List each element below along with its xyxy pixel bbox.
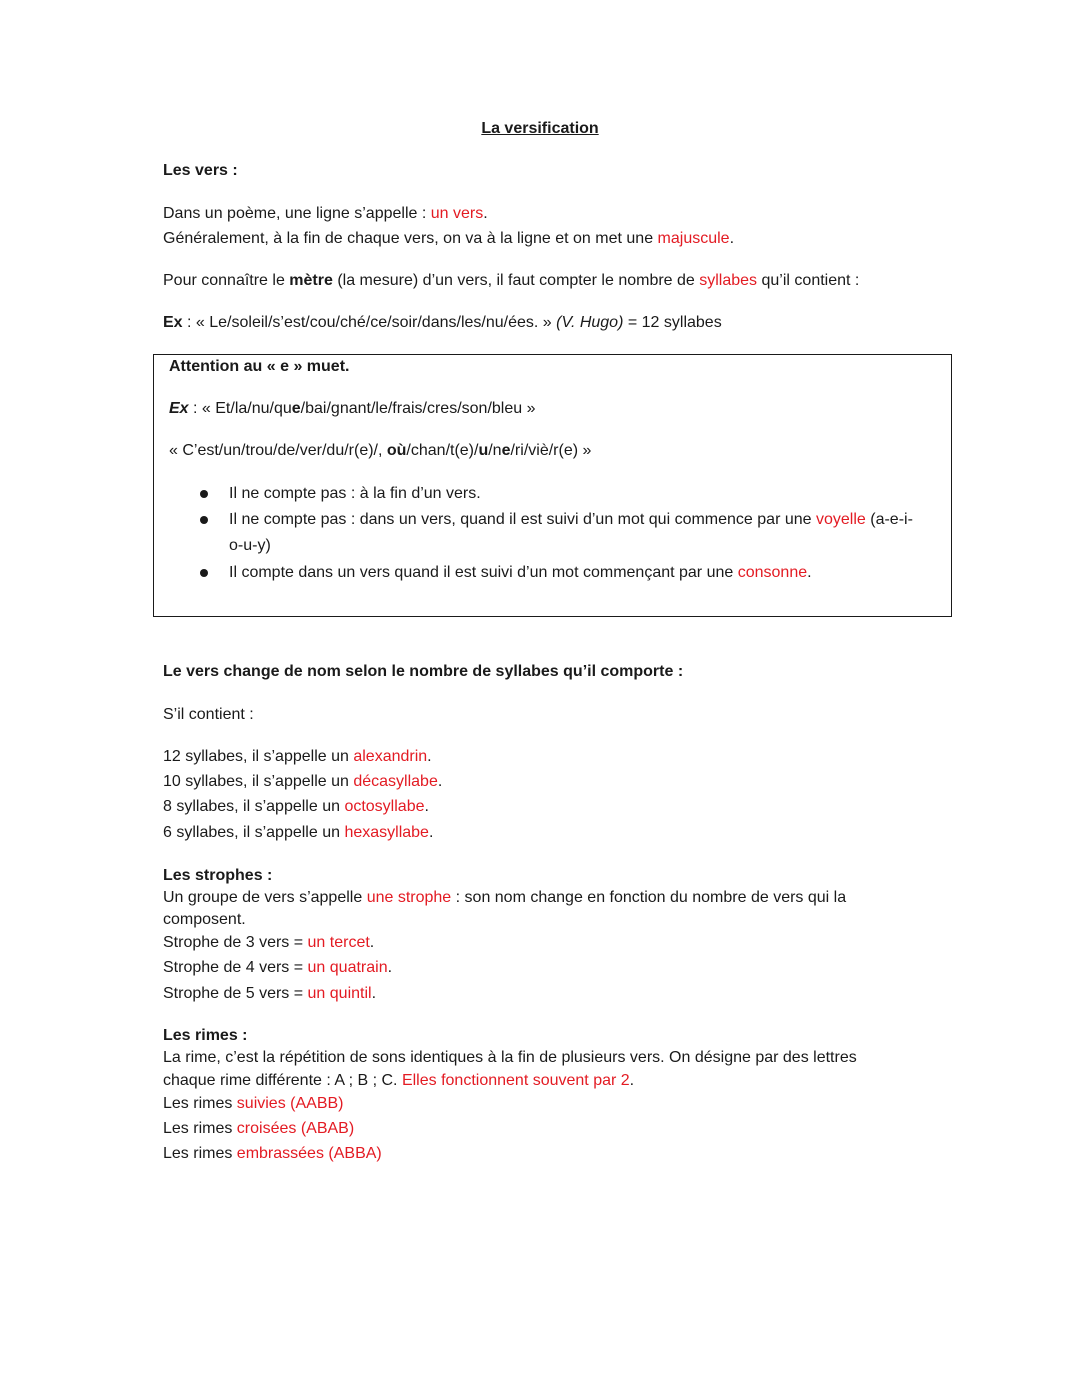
list-item: Strophe de 5 vers = un quintil. [163,985,377,1002]
paragraph-line: composent. [163,911,246,928]
list-item: Les rimes embrassées (ABBA) [163,1145,382,1162]
section-heading-rimes: Les rimes : [163,1027,248,1044]
example-line: Ex : « Et/la/nu/que/bai/gnant/le/frais/cres/son/bleu » [169,400,536,417]
paragraph-line: Généralement, à la fin de chaque vers, on va à la ligne et on met une majuscule. [163,230,735,247]
list-item: Il compte dans un vers quand il est suivi d’un mot commençant par une consonne. [229,564,812,581]
list-item: Les rimes suivies (AABB) [163,1095,344,1112]
list-item: 10 syllabes, il s’appelle un décasyllabe. [163,773,443,790]
highlight-term: un quatrain [307,959,388,976]
paragraph-line: La rime, c’est la répétition de sons identiques à la fin de plusieurs vers. On désigne par des lettres [163,1049,857,1066]
highlight-term: suivies (AABB) [236,1095,344,1112]
highlight-term: octosyllabe [344,798,425,815]
box-heading: Attention au « e » muet. [169,358,350,375]
highlight-term: une strophe [366,889,452,906]
example-line: « C’est/un/trou/de/ver/du/r(e)/, où/chan/t(e)/u/ne/ri/viè/r(e) » [169,442,592,459]
section-heading-vers: Les vers : [163,162,238,179]
list-item: Strophe de 4 vers = un quatrain. [163,959,393,976]
paragraph-line: Pour connaître le mètre (la mesure) d’un vers, il faut compter le nombre de syllabes qu’il contient : [163,272,860,289]
list-item-continuation: o-u-y) [229,537,271,554]
highlight-term: Elles fonctionnent souvent par 2 [401,1072,630,1089]
highlight-term: alexandrin [353,748,428,765]
paragraph-line: Un groupe de vers s’appelle une strophe : son nom change en fonction du nombre de vers qui la [163,889,847,906]
list-item: Les rimes croisées (ABAB) [163,1120,355,1137]
section-heading-strophes: Les strophes : [163,867,273,884]
list-item: Strophe de 3 vers = un tercet. [163,934,375,951]
section-heading-noms: Le vers change de nom selon le nombre de syllabes qu’il comporte : [163,663,684,680]
highlight-term: consonne [737,564,808,581]
highlight-term: embrassées (ABBA) [236,1145,382,1162]
list-item: 6 syllabes, il s’appelle un hexasyllabe. [163,824,434,841]
list-item: 12 syllabes, il s’appelle un alexandrin. [163,748,432,765]
highlight-term: décasyllabe [353,773,438,790]
highlight-term: voyelle [815,511,866,528]
highlight-term: croisées (ABAB) [236,1120,355,1137]
highlight-term: majuscule [657,230,730,247]
list-item: 8 syllabes, il s’appelle un octosyllabe. [163,798,429,815]
page-title: La versification [481,120,599,137]
list-item: Il ne compte pas : dans un vers, quand il est suivi d’un mot qui commence par une voyelle (a-e-i- [229,511,913,528]
highlight-term: un tercet [307,934,370,951]
list-item: Il ne compte pas : à la fin d’un vers. [229,485,481,502]
highlight-term: syllabes [699,272,758,289]
paragraph-line: chaque rime différente : A ; B ; C. Elles fonctionnent souvent par 2. [163,1072,635,1089]
bullet-icon [200,490,208,498]
paragraph-line: Dans un poème, une ligne s’appelle : un vers. [163,205,488,222]
paragraph-line: S’il contient : [163,706,254,723]
highlight-term: hexasyllabe [344,824,429,841]
bullet-icon [200,516,208,524]
highlight-term: un vers [430,205,484,222]
example-line: Ex : « Le/soleil/s’est/cou/ché/ce/soir/dans/les/nu/ées. » (V. Hugo) = 12 syllabes [163,314,722,331]
bullet-icon [200,569,208,577]
highlight-term: un quintil [307,985,372,1002]
